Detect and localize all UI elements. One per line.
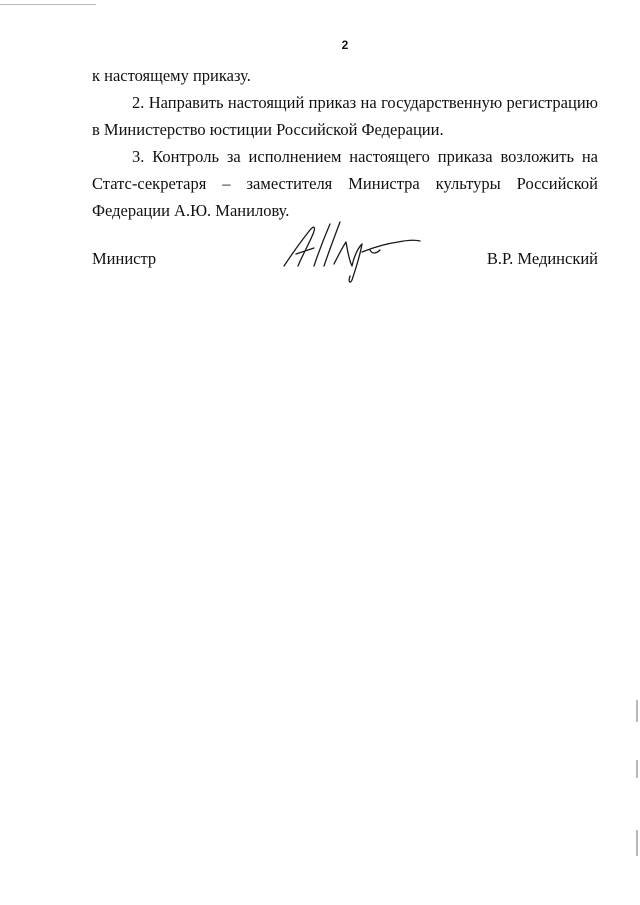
scan-edge-mark: [636, 700, 638, 722]
scan-edge-mark: [0, 4, 96, 5]
scan-edge-mark: [636, 830, 638, 856]
page-number: 2: [341, 38, 349, 52]
signatory-title: Министр: [92, 249, 157, 268]
signatory-name: В.Р. Мединский: [486, 249, 598, 268]
paragraph-continuation: к настоящему приказу.: [92, 66, 251, 85]
paragraph-item-2: 2. Направить настоящий приказ на государственную регистрацию в Министерство юстиции Российской Федерации.: [92, 93, 598, 139]
paragraph-item-3: 3. Контроль за исполнением настоящего приказа возложить на Статс-секретаря – заместителя Министра культуры Российской Федерации А.Ю. Манилову.: [92, 147, 598, 220]
handwritten-signature: [280, 210, 430, 285]
scan-edge-mark: [636, 760, 638, 778]
